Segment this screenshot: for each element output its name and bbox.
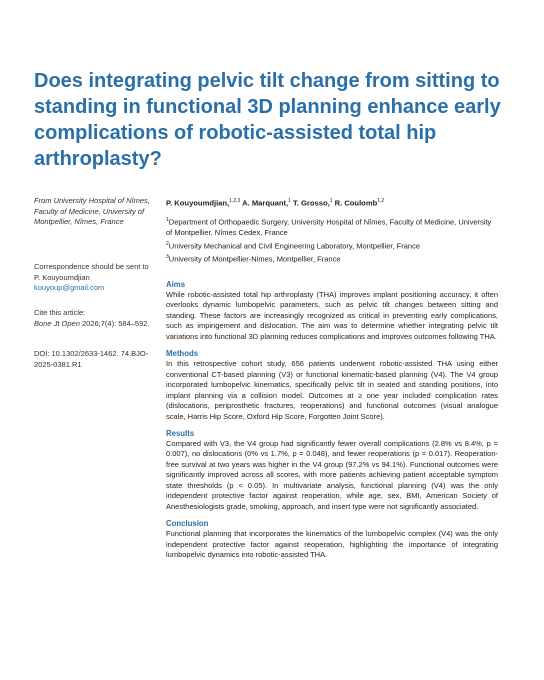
affiliation-item (166, 215, 498, 239)
author-affil-sup: 1 (329, 198, 333, 204)
author-name: T. Grosso, (290, 198, 330, 208)
conclusion-text: Functional planning that incorporates the kinematics of the lumbopelvic complex (V4) was the only independent protective factor against reoperation, highlighting the importance of integrating lumbopelvic dynamics into robotic-assisted THA. (166, 529, 498, 560)
doi-text: DOI: 10.1302/2633-1462. 74.BJO-2025-0381.R1 (34, 349, 149, 369)
results-text: Compared with V3, the V4 group had significantly fewer overall complications (2.8% vs 8.4%, p = 0.007), no dislocations (0% vs 1.7%, p = 0.048), and fewer reoperations (p = 0.017). Reoperation-free survival at two years was higher in the V4 group (97.2% vs 94.1%). Functional outcomes were significantly improved across all scores, with more patients achieving patient acceptable symptom state thresholds (p < 0.05). In multivariate analysis, functional planning (V4) was the only independent protective factor against reoperation, while age, sex, BMI, American Society of Anesthesiologists grade, smoking, approach, and insert type were not significantly associated. (166, 438, 498, 511)
affiliation-sup: 1 (166, 217, 169, 224)
conclusion-section (166, 518, 498, 560)
aims-text: While robotic-assisted total hip arthroplasty (THA) improves implant positioning accuracy, it often overlooks dynamic lumbopelvic parameters, such as pelvic tilt changes between sitting and standing. These factors are increasingly recognized as critical in preventing early complications, such as impingement and dislocation. The aim was to determine whether integrating pelvic tilt variations into functional 3D planning reduces complications and improves outcomes following THA. (166, 290, 498, 341)
affiliation-sup: 2 (166, 240, 169, 247)
results-section (166, 428, 498, 512)
aims-heading: Aims (166, 280, 186, 289)
article-sidebar (34, 196, 152, 369)
author-affil-sup: 1,2 (377, 198, 385, 204)
cite-reference (34, 319, 152, 330)
correspondence-text: Correspondence should be sent to P. Kouyoumdjian (34, 262, 149, 282)
methods-heading: Methods (166, 349, 199, 359)
results-heading: Results (166, 428, 195, 438)
author-affil-sup: 1,2,3 (229, 198, 241, 204)
author-block (166, 196, 498, 265)
correspondence-block (34, 262, 152, 294)
author-list (166, 196, 498, 209)
affiliation-sup: 3 (166, 253, 169, 260)
author-affil-sup: 1 (288, 198, 291, 204)
citation-block (34, 308, 152, 329)
aims-section (166, 279, 498, 342)
cite-volume-pages: 2026;7(4): 584–592. (79, 318, 150, 328)
affiliation-text: Department of Orthopaedic Surgery, University Hospital of Nîmes, Faculty of Medicine, University of Montpellier, Nîmes Cedex, France (166, 217, 492, 238)
cite-journal: Bone Jt Open (34, 318, 80, 328)
abstract (166, 279, 498, 567)
affiliation-text: University of Montpellier-Nimes, Montpellier, France (168, 254, 341, 264)
conclusion-heading: Conclusion (166, 519, 209, 529)
author-name: A. Marquant, (240, 198, 289, 208)
methods-text: In this retrospective cohort study, 656 patients underwent robotic-assisted THA using either conventional CT-based planning (V3) or functional kinematic-based planning (V4). The V4 group incorporated lumbopelvic kinematics, specifically pelvic tilt in seated and standing positions, into implant planning via a collision model. Outcomes at ≥ one year included complication rates (dislocations, periprosthetic fractures, reoperations) and functional outcomes (visual analogue scale, Harris Hip Score, Oxford Hip Score, Forgotten Joint Score). (166, 359, 498, 421)
cite-label: Cite this article: (34, 308, 86, 317)
sidebar-affiliation: From University Hospital of Nîmes, Faculty of Medicine, University of Montpellier, Nîmes, France (34, 196, 150, 227)
author-name: R. Coulomb (332, 198, 378, 208)
affiliation-list (166, 215, 498, 265)
correspondence-email-link[interactable]: kouyoup@gmail.com (34, 283, 105, 293)
affiliation-item (166, 239, 498, 252)
affiliation-text: University Mechanical and Civil Engineering Laboratory, Montpellier, France (168, 241, 421, 251)
methods-section (166, 348, 498, 422)
affiliation-item (166, 252, 498, 265)
article-title: Does integrating pelvic tilt change from sitting to standing in functional 3D planning enhance early complications of robotic-assisted total hip arthroplasty? (34, 70, 501, 170)
author-name: P. Kouyoumdjian, (166, 198, 230, 208)
